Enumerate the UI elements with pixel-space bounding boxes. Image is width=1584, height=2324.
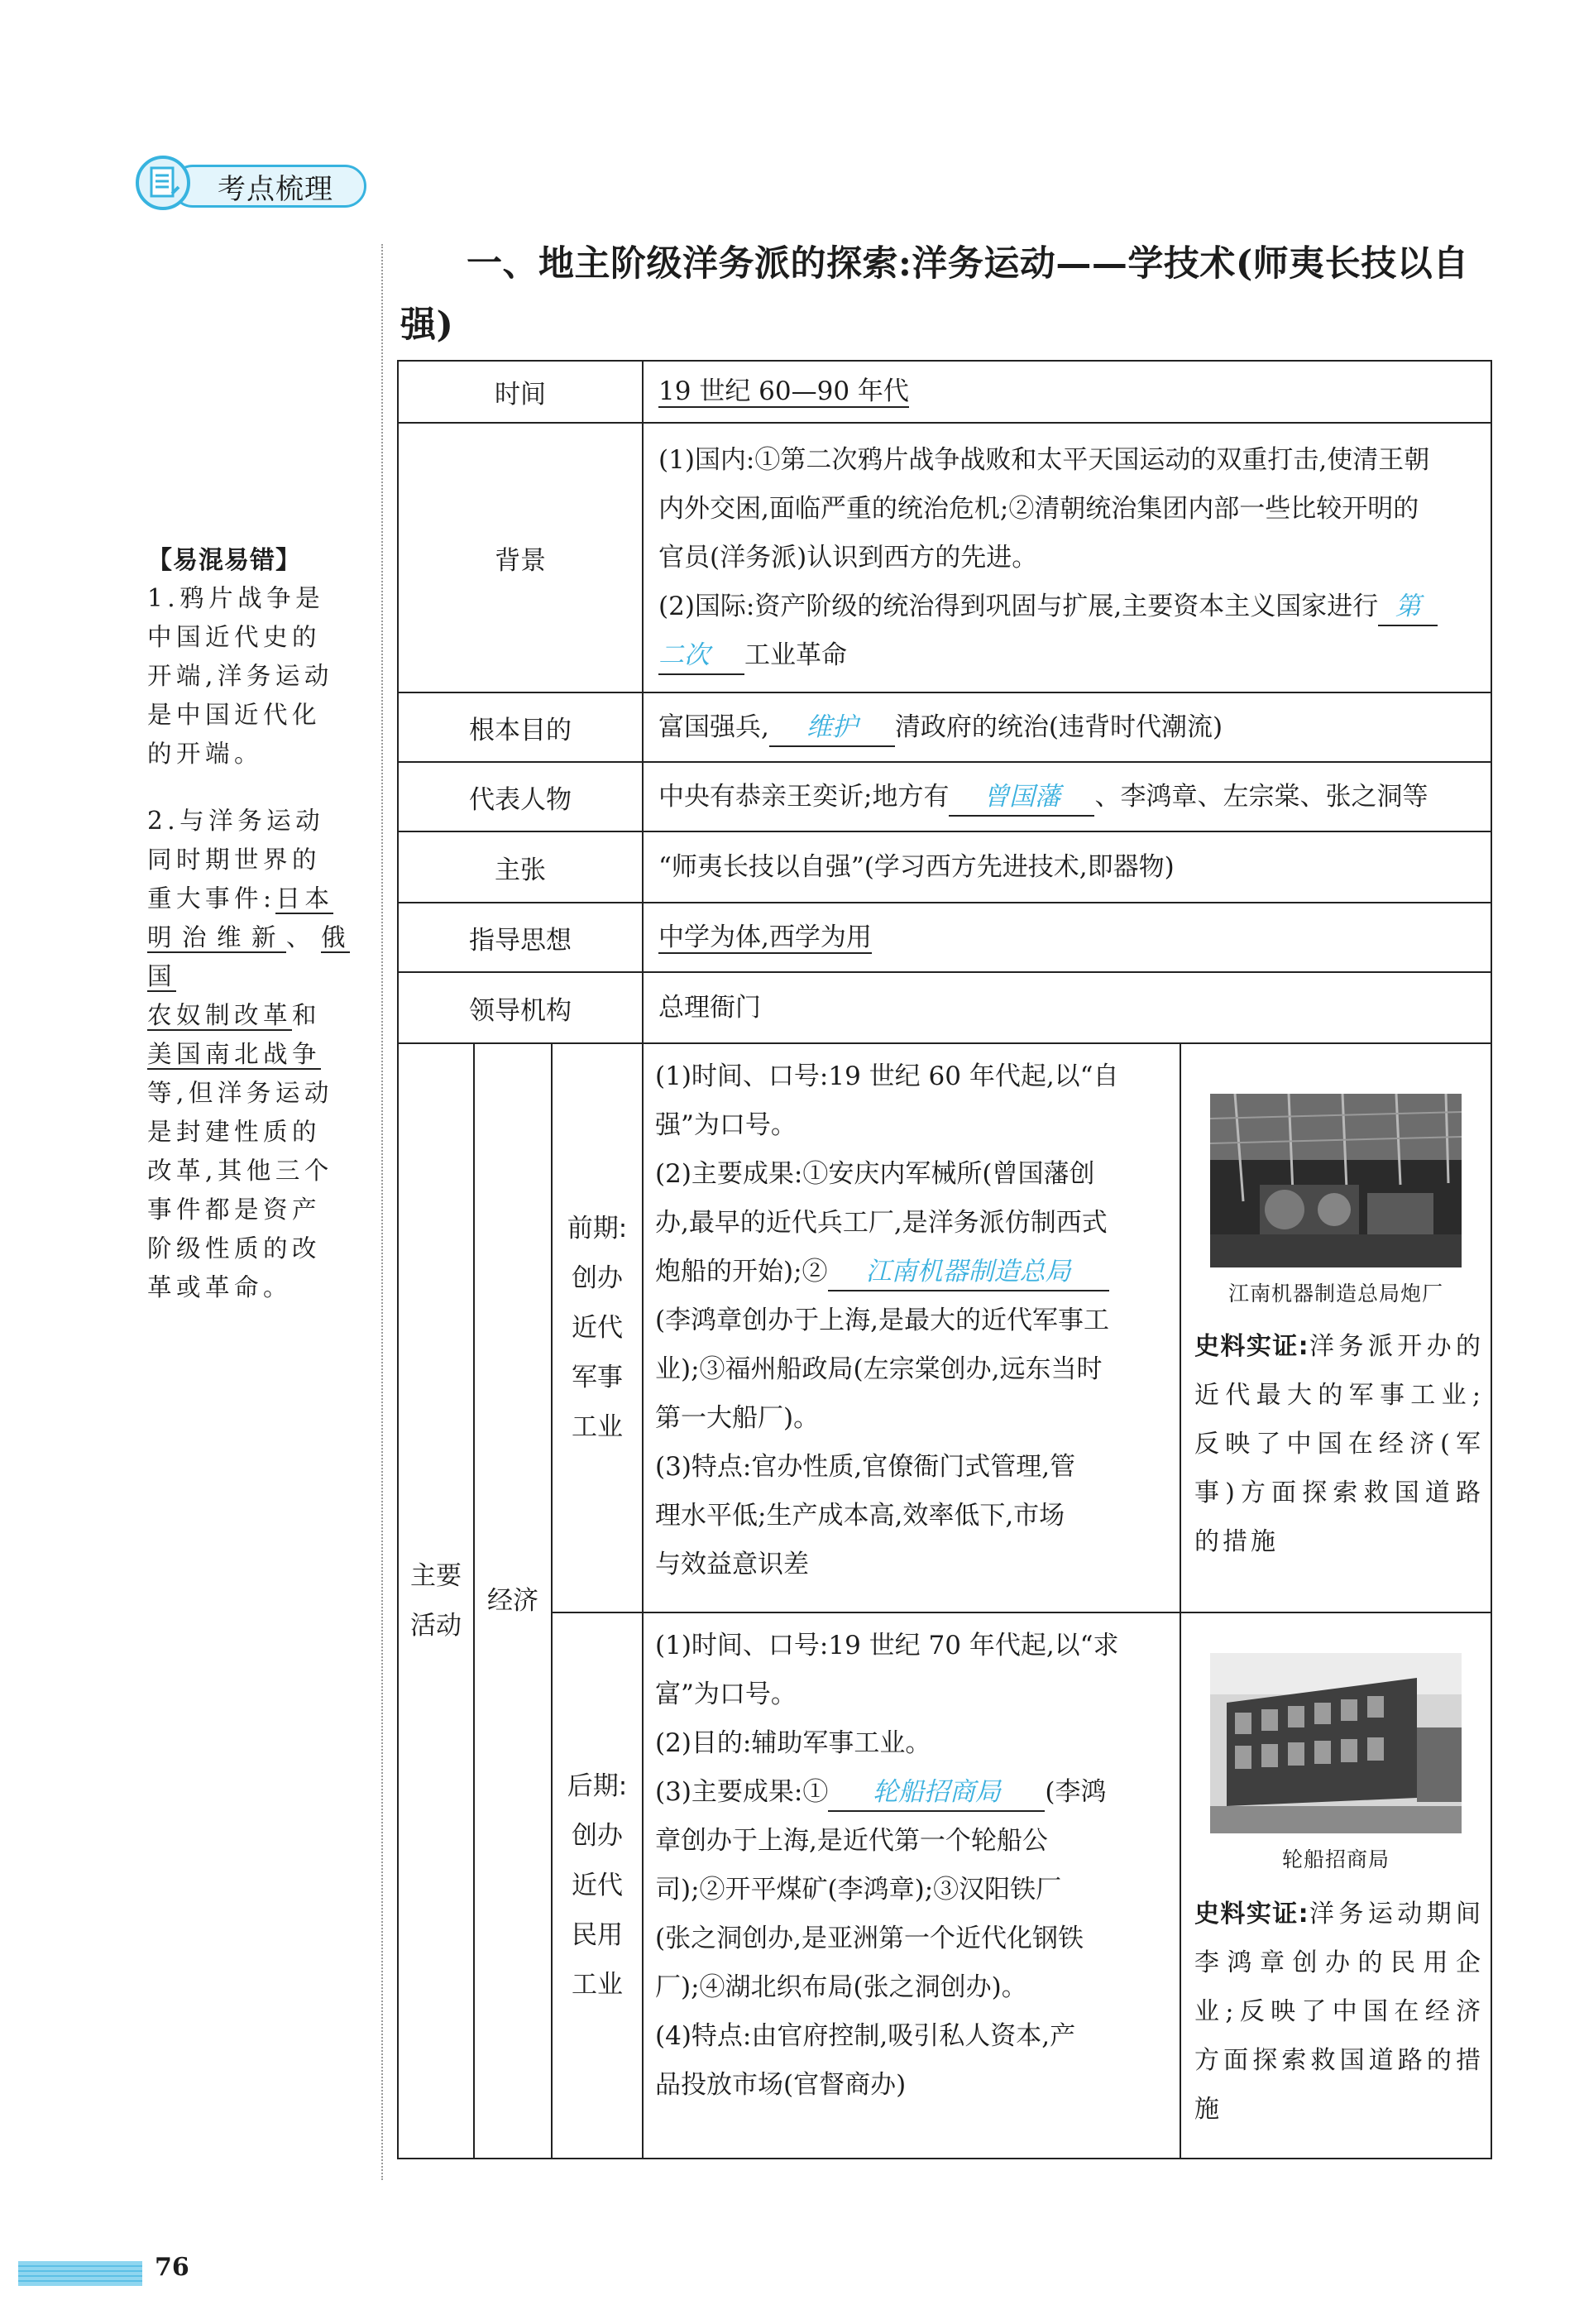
answer-blank: 江南机器制造总局 [828,1253,1109,1291]
text-line: (3)特点:官办性质,官僚衙门式管理,管 [655,1452,1076,1482]
row-purpose [398,692,1491,762]
row-agency [398,972,1491,1043]
time-value: 19 世纪 60—90 年代 [658,376,909,406]
text-line: (2)主要成果:①安庆内军械所(曾国藩创 [655,1159,1095,1189]
text-line: 中央有恭亲王奕䜣;地方有 [658,781,950,812]
text-line: 富”为口号。 [655,1680,797,1709]
text-line: (2)国际:资产阶级的统治得到巩固与扩展,主要资本主义国家进行 [658,591,1379,621]
text-line: 业);③福州船政局(左宗棠创办,远东当时 [655,1354,1103,1384]
label-ideology: 指导思想 [398,903,643,972]
underlined-term: 俄国 [147,923,350,990]
text-line: 、李鸿章、左宗棠、张之洞等 [1094,781,1428,812]
note-line: 1.鸦片战争是 [147,584,325,612]
section-heading: 一、地主阶级洋务派的探索:洋务运动——学技术(师夷长技以自强) [400,243,1469,346]
note-line: 2.与洋务运动 [147,807,325,835]
period-label-line: 军事 [572,1363,623,1392]
late-content [643,1612,1180,2159]
period-label-line: 工业 [572,1412,623,1442]
row-background [398,423,1491,692]
sidebar-note-2 [147,802,350,1307]
note-line: 中国近代史的 [147,623,322,651]
text-line: 内外交困,面临严重的统治危机;②清朝统治集团内部一些比较开明的 [658,493,1419,524]
label-claim: 主张 [398,831,643,903]
steamship-bureau-photo [1210,1653,1462,1833]
text-line: 第一大船厂)。 [655,1403,820,1433]
sidebar-note-1 [147,579,350,774]
text-line: 章创办于上海,是近代第一个轮船公 [655,1826,1048,1856]
page-number: 76 [155,2253,189,2282]
note-line: 同时期世界的 [147,846,322,874]
note-line: 、 [285,923,321,951]
value-background [643,423,1491,692]
column-divider [381,244,383,2180]
answer-blank: 二次 [658,637,744,675]
period-label-line: 民用 [572,1920,623,1950]
row-time [398,361,1491,423]
row-claim [398,831,1491,903]
label-background: 背景 [398,423,643,692]
note-line: 是封建性质的 [147,1118,322,1146]
label-late-period [552,1612,643,2159]
text-line: 工业革命 [744,640,848,670]
evidence-title: 史料实证: [1194,1332,1309,1361]
value-purpose [643,692,1491,762]
label-main-activities [398,1043,474,2159]
notebook-icon [135,155,198,211]
late-photo-cell [1180,1612,1491,2159]
period-label-line: 近代 [572,1313,623,1343]
early-photo-caption: 江南机器制造总局炮厂 [1228,1282,1444,1306]
label-purpose: 根本目的 [398,692,643,762]
text-line: (4)特点:由官府控制,吸引私人资本,产 [655,2021,1076,2051]
note-line: 阶级性质的改 [147,1234,322,1263]
text-line: (3)主要成果:① [655,1777,829,1807]
badge-label: 考点梳理 [218,173,333,206]
period-label-line: 工业 [572,1970,623,2000]
note-line: 是中国近代化 [147,701,322,729]
label-early-period [552,1043,643,1612]
note-line: 等,但洋务运动 [147,1079,333,1107]
period-label-line: 创办 [572,1263,623,1293]
row-late-period [398,1612,1491,2159]
note-line: 事件都是资产 [147,1196,322,1224]
value-claim: “师夷长技以自强”(学习西方先进技术,即器物) [643,831,1491,903]
underlined-term: 美国南北战争 [147,1040,322,1068]
text-line: 清政府的统治(违背时代潮流) [894,712,1223,742]
text-line: 富国强兵, [658,712,769,742]
evidence-title: 史料实证: [1194,1900,1309,1929]
arsenal-factory-photo [1210,1094,1462,1267]
value-figures [643,762,1491,831]
early-content [643,1043,1180,1612]
answer-blank: 第 [1378,588,1438,626]
section-badge [135,155,366,211]
underlined-term: 农奴制改革 [147,1001,293,1029]
summary-table [397,360,1492,2159]
ideology-value: 中学为体,西学为用 [658,922,872,952]
period-label-line: 前期: [567,1214,628,1243]
value-agency: 总理衙门 [643,972,1491,1043]
value-ideology [643,903,1491,972]
text-line: 官员(洋务派)认识到西方的先进。 [658,542,1038,573]
text-line: 强”为口号。 [655,1110,797,1140]
text-line: (1)国内:①第二次鸦片战争战败和太平天国运动的双重打击,使清王朝 [658,444,1430,475]
sidebar-notes [147,539,350,1335]
text-line: 厂);④湖北织布局(张之洞创办)。 [655,1972,1027,2002]
value-time [643,361,1491,423]
row-figures [398,762,1491,831]
text-line: 与效益意识差 [655,1550,810,1579]
row-ideology [398,903,1491,972]
label-agency: 领导机构 [398,972,643,1043]
evidence-text: 洋务运动期间李鸿章创办的民用企业;反映了中国在经济方面探索救国道路的措施 [1194,1900,1485,2124]
text-line: (2)目的:辅助军事工业。 [655,1728,931,1758]
row-early-period [398,1043,1491,1612]
text-line: (李鸿 [1045,1777,1107,1807]
text-line: (李鸿章创办于上海,是最大的近代军事工 [655,1306,1109,1335]
answer-blank: 轮船招商局 [828,1774,1045,1812]
period-label-line: 创办 [572,1821,623,1851]
text-line: 理水平低;生产成本高,效率低下,市场 [655,1501,1065,1531]
note-line: 重大事件: [147,884,276,913]
early-evidence [1181,1322,1491,1566]
note-line: 和 [292,1001,322,1029]
early-photo-cell [1180,1043,1491,1612]
note-line: 改革,其他三个 [147,1157,333,1185]
label-time: 时间 [398,361,643,423]
late-photo-caption: 轮船招商局 [1282,1847,1390,1871]
late-evidence [1181,1890,1491,2134]
text-line: (张之洞创办,是亚洲第一个近代化钢铁 [655,1924,1084,1953]
main-activities-label: 主要活动 [410,1561,462,1641]
period-label-line: 近代 [572,1871,623,1900]
underlined-term: 明治维新 [147,923,286,951]
note-line: 革或革命。 [147,1273,293,1301]
text-line: 司);②开平煤矿(李鸿章);③汉阳铁厂 [655,1875,1062,1905]
text-line: 炮船的开始);② [655,1257,828,1287]
underlined-term: 日本 [275,884,334,913]
text-line: (1)时间、口号:19 世纪 60 年代起,以“自 [655,1061,1119,1091]
text-line: 品投放市场(官督商办) [655,2070,907,2100]
evidence-text: 洋务派开办的近代最大的军事工业;反映了中国在经济(军事)方面探索救国道路的措施 [1194,1332,1485,1556]
text-line: (1)时间、口号:19 世纪 70 年代起,以“求 [655,1631,1119,1660]
period-label-line: 后期: [567,1771,628,1801]
text-line: 办,最早的近代兵工厂,是洋务派仿制西式 [655,1208,1108,1238]
label-figures: 代表人物 [398,762,643,831]
sidebar-title: 【易混易错】 [147,546,301,575]
answer-blank: 维护 [769,709,895,747]
answer-blank: 曾国藩 [949,779,1094,817]
footer-stripe-bar [18,2261,142,2286]
note-line: 的开端。 [147,740,264,768]
note-line: 开端,洋务运动 [147,662,333,690]
label-economy: 经济 [474,1043,552,2159]
